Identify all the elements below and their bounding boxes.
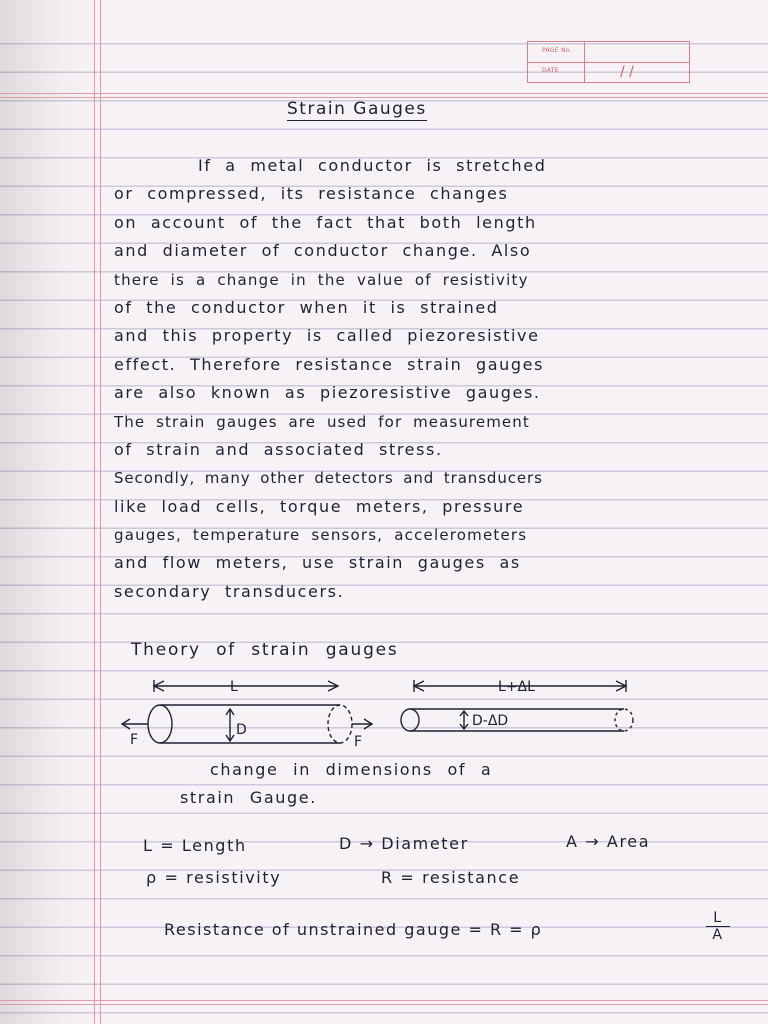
date-value: / / bbox=[620, 64, 634, 80]
intro-paragraph bbox=[114, 152, 764, 606]
fraction-denominator: A bbox=[712, 927, 724, 943]
date-row bbox=[528, 62, 689, 82]
page-date-box bbox=[527, 41, 690, 83]
divider bbox=[584, 62, 585, 82]
paragraph-line: The strain gauges are used for measurement bbox=[114, 412, 530, 431]
cylinder-end bbox=[615, 709, 633, 731]
paragraph-line: like load cells, torque meters, pressure bbox=[114, 496, 525, 516]
margin-line bbox=[100, 0, 101, 1024]
date-label: DATE bbox=[542, 67, 559, 74]
margin-line bbox=[94, 0, 95, 1024]
paragraph-line: If a metal conductor is stretched bbox=[198, 156, 547, 175]
symbol-length: L = Length bbox=[143, 836, 247, 855]
symbol-area: A → Area bbox=[566, 832, 651, 851]
bottom-rule bbox=[0, 1000, 768, 1001]
paragraph-line: of the conductor when it is strained bbox=[114, 297, 499, 317]
strain-gauge-diagram bbox=[112, 672, 652, 754]
fraction-numerator: L bbox=[706, 910, 730, 927]
right-length-label: L+ΔL bbox=[498, 679, 535, 695]
divider bbox=[584, 42, 585, 62]
formula-fraction bbox=[706, 910, 730, 943]
right-diameter-label: D-ΔD bbox=[472, 713, 509, 729]
top-rule bbox=[0, 93, 768, 94]
page-no-row bbox=[528, 42, 689, 63]
resistance-formula: Resistance of unstrained gauge = R = ρ bbox=[164, 920, 543, 939]
paragraph-line: effect. Therefore resistance strain gauges bbox=[114, 354, 545, 374]
left-length-label: L bbox=[230, 679, 238, 695]
cylinder-end bbox=[328, 705, 352, 743]
paragraph-line: there is a change in the value of resistivity bbox=[114, 270, 529, 289]
paragraph-line: on account of the fact that both length bbox=[114, 212, 537, 232]
page-no-label: PAGE No. bbox=[542, 47, 572, 54]
paragraph-line: are also known as piezoresistive gauges. bbox=[114, 383, 541, 403]
cylinder-end bbox=[401, 709, 419, 731]
paragraph-line: or compressed, its resistance changes bbox=[114, 184, 509, 204]
section-heading: Theory of strain gauges bbox=[131, 640, 399, 660]
paragraph-line: and diameter of conductor change. Also bbox=[114, 241, 532, 261]
paragraph-line: secondary transducers. bbox=[114, 581, 345, 601]
force-label-right: F bbox=[354, 734, 363, 750]
paragraph-line: and flow meters, use strain gauges as bbox=[114, 553, 521, 573]
caption-line: strain Gauge. bbox=[180, 788, 317, 807]
diagram-caption bbox=[180, 756, 492, 812]
symbol-resistivity: ρ = resistivity bbox=[146, 868, 282, 887]
force-label-left: F bbox=[130, 732, 139, 748]
left-diameter-label: D bbox=[236, 722, 247, 738]
symbol-resistance: R = resistance bbox=[381, 868, 521, 887]
paragraph-line: and this property is called piezoresistive bbox=[114, 326, 540, 346]
paragraph-line: of strain and associated stress. bbox=[114, 439, 443, 459]
caption-line: change in dimensions of a bbox=[210, 760, 493, 779]
bottom-rule bbox=[0, 1004, 768, 1005]
page-title: Strain Gauges bbox=[287, 99, 427, 119]
symbol-diameter: D → Diameter bbox=[339, 834, 469, 853]
paragraph-line: Secondly, many other detectors and transducers bbox=[114, 469, 543, 488]
top-rule bbox=[0, 97, 768, 98]
cylinder-end bbox=[148, 705, 172, 743]
paragraph-line: gauges, temperature sensors, accelerometers bbox=[114, 526, 528, 545]
